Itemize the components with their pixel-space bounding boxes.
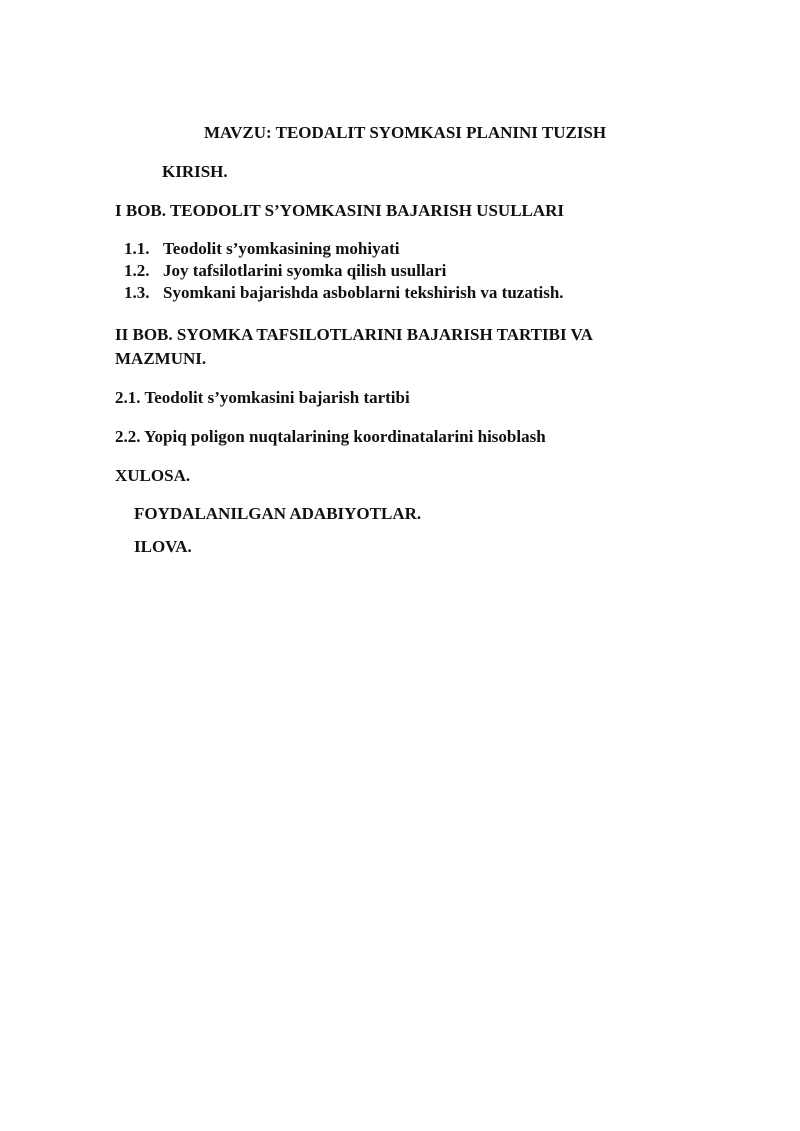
- chapter2-heading-line1: II BOB. SYOMKA TAFSILOTLARINI BAJARISH TARTIBI VA: [115, 325, 593, 344]
- intro-heading: KIRISH.: [162, 162, 228, 181]
- list-item-number: 1.3.: [124, 283, 150, 302]
- conclusion-heading: XULOSA.: [115, 466, 191, 485]
- list-item: [124, 261, 446, 281]
- chapter2-heading-line2: MAZMUNI.: [115, 349, 207, 368]
- list-item-number: 1.1.: [124, 239, 150, 258]
- list-item-number: 1.2.: [124, 261, 150, 280]
- list-item-text: Syomkani bajarishda asboblarni tekshirish va tuzatish.: [163, 283, 564, 302]
- appendix-heading: ILOVA.: [134, 537, 192, 556]
- list-item-text: Joy tafsilotlarini syomka qilish usullari: [163, 261, 447, 280]
- chapter1-heading: I BOB. TEODOLIT S’YOMKASINI BAJARISH USULLARI: [115, 201, 565, 220]
- references-heading: FOYDALANILGAN ADABIYOTLAR.: [134, 504, 422, 523]
- document-title: MAVZU: TEODALIT SYOMKASI PLANINI TUZISH: [204, 123, 607, 142]
- list-item: [124, 283, 564, 303]
- section-2-2: 2.2. Yopiq poligon nuqtalarining koordinatalarini hisoblash: [115, 427, 546, 446]
- section-2-1: 2.1. Teodolit s’yomkasini bajarish tartibi: [115, 388, 410, 407]
- list-item: [124, 239, 399, 259]
- list-item-text: Teodolit s’yomkasining mohiyati: [163, 239, 400, 258]
